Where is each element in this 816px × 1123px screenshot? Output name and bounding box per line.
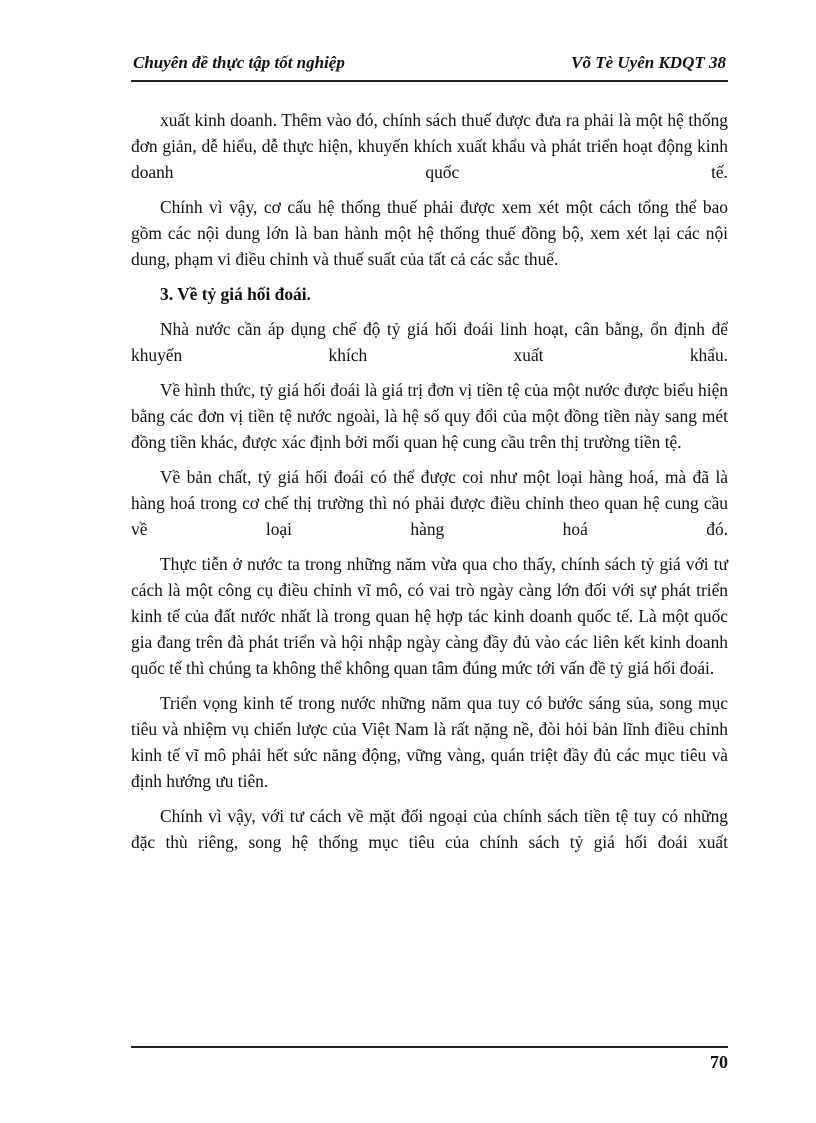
section-heading: 3. Về tỷ giá hối đoái. xyxy=(160,284,311,304)
footer-divider xyxy=(131,1046,728,1048)
page-header xyxy=(131,50,728,82)
paragraph-3: Nhà nước cần áp dụng chế độ tỷ giá hối đoái linh hoạt, cân bằng, ổn định để khuyến khích xuất khẩu. xyxy=(131,319,728,365)
paragraph-2: Chính vì vậy, cơ cấu hệ thống thuế phải được xem xét một cách tổng thể bao gồm các nội dung lớn là ban hành một hệ thống thuế đồng bộ, xem xét lại các nội dung, phạm vi điều chỉnh và thuế suất của tất cả các sắc thuế. xyxy=(131,197,728,269)
header-author: Võ Tè Uyên KDQT 38 xyxy=(571,53,726,72)
header-title: Chuyên đề thực tập tốt nghiệp xyxy=(133,53,345,72)
paragraph-6: Thực tiễn ở nước ta trong những năm vừa qua cho thấy, chính sách tỷ giá với tư cách là một công cụ điều chỉnh vĩ mô, có vai trò ngày càng lớn đối với sự phát triển kinh tế của đất nước nhất là trong quan hệ hợp tác kinh doanh quốc tế. Là một quốc gia đang trên đà phát triển và hội nhập ngày càng đầy đủ vào các liên kết kinh doanh quốc tế thì chúng ta không thể không quan tâm đúng mức tới vấn đề tỷ giá hối đoái. xyxy=(131,554,728,678)
paragraph-4: Về hình thức, tỷ giá hối đoái là giá trị đơn vị tiền tệ của một nước được biểu hiện bằng các đơn vị tiền tệ nước ngoài, là hệ số quy đổi của một đồng tiền này sang mét đồng tiền khác, được xác định bởi mối quan hệ cung cầu trên thị trường tiền tệ. xyxy=(131,380,728,452)
paragraph-1: xuất kinh doanh. Thêm vào đó, chính sách thuế được đưa ra phải là một hệ thống đơn giản, dễ hiểu, dễ thực hiện, khuyến khích xuất khẩu và phát triển hoạt động kinh doanh quốc tế. xyxy=(131,110,728,182)
page-number: 70 xyxy=(710,1052,728,1072)
paragraph-8: Chính vì vậy, với tư cách về mặt đối ngoại của chính sách tiền tệ tuy có những đặc thù riêng, song hệ thống mục tiêu của chính sách tỷ giá hối đoái xuất xyxy=(131,806,728,852)
paragraph-7: Triển vọng kinh tế trong nước những năm qua tuy có bước sáng sủa, song mục tiêu và nhiệm vụ chiến lược của Việt Nam là rất nặng nề, đòi hỏi bản lĩnh điều chỉnh kinh tế vĩ mô phải hết sức năng động, vững vàng, quán triệt đầy đủ các mục tiêu và định hướng ưu tiên. xyxy=(131,693,728,791)
document-body xyxy=(131,107,728,864)
paragraph-5: Về bản chất, tỷ giá hối đoái có thể được coi như một loại hàng hoá, mà đã là hàng hoá trong cơ chế thị trường thì nó phải được điều chỉnh theo quan hệ cung cầu về loại hàng hoá đó. xyxy=(131,467,728,539)
